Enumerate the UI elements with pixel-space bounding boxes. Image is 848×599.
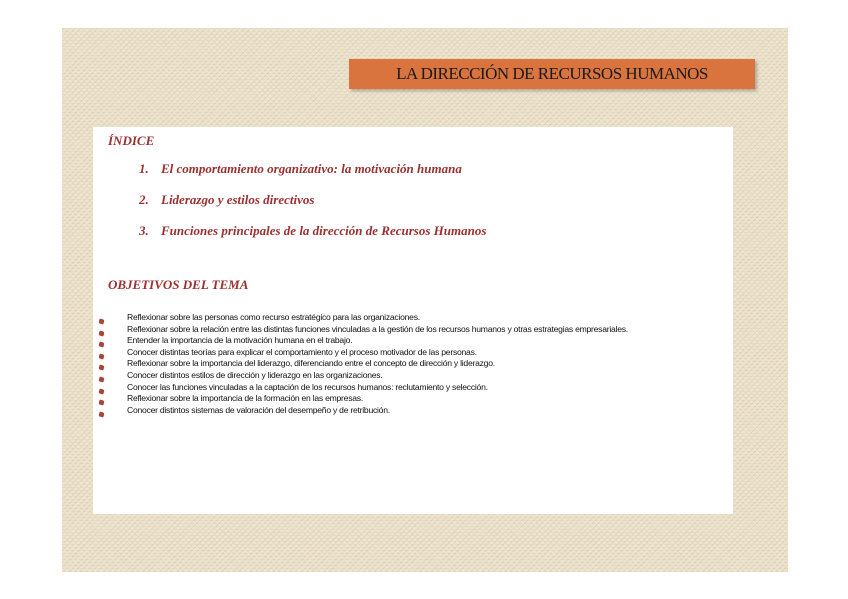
index-item-text: El comportamiento organizativo: la motivación humana: [161, 161, 462, 176]
index-list: [139, 161, 486, 254]
index-number: 2.: [139, 192, 149, 207]
title-bar: [349, 59, 755, 89]
objetivos-heading: OBJETIVOS DEL TEMA: [108, 277, 249, 292]
indice-heading: ÍNDICE: [108, 133, 155, 148]
bullet-icon: [98, 411, 104, 417]
objective-text: Conocer distintas teorías para explicar el comportamiento y el proceso motivador de las personas.: [127, 346, 477, 357]
index-number: 3.: [139, 223, 149, 238]
bullet-icon: [98, 353, 104, 359]
objective-text: Reflexionar sobre la importancia del liderazgo, diferenciando entre el concepto de dirección y liderazgo.: [127, 358, 495, 369]
bullet-icon: [98, 330, 104, 336]
content-panel: [93, 127, 733, 514]
index-item: [139, 223, 486, 254]
objective-text: Conocer distintos sistemas de valoración del desempeño y de retribución.: [127, 404, 390, 415]
index-item: [139, 192, 486, 223]
bullet-icon: [98, 318, 104, 324]
index-number: 1.: [139, 161, 149, 176]
bullet-icon: [98, 365, 104, 371]
bullet-icon: [98, 376, 104, 382]
objective-text: Conocer las funciones vinculadas a la captación de los recursos humanos: reclutamiento y selección.: [127, 381, 488, 392]
objective-text: Entender la importancia de la motivación humana en el trabajo.: [127, 335, 353, 346]
index-item-text: Liderazgo y estilos directivos: [161, 192, 315, 207]
bullet-icon: [98, 342, 104, 348]
index-item: [139, 161, 486, 192]
slide: [62, 28, 788, 572]
bullet-icon: [98, 400, 104, 406]
objective-text: Conocer distintos estilos de dirección y liderazgo en las organizaciones.: [127, 369, 383, 380]
objective-text: Reflexionar sobre la importancia de la formación en las empresas.: [127, 393, 363, 404]
index-item-text: Funciones principales de la dirección de Recursos Humanos: [161, 223, 487, 238]
bullet-icon: [98, 388, 104, 394]
objective-text: Reflexionar sobre la relación entre las distintas funciones vinculadas a la gestión de los recursos humanos y otras estrategias empresariales.: [127, 323, 628, 334]
slide-title: LA DIRECCIÓN DE RECURSOS HUMANOS: [396, 64, 708, 83]
objective-text: Reflexionar sobre las personas como recurso estratégico para las organizaciones.: [127, 312, 420, 322]
